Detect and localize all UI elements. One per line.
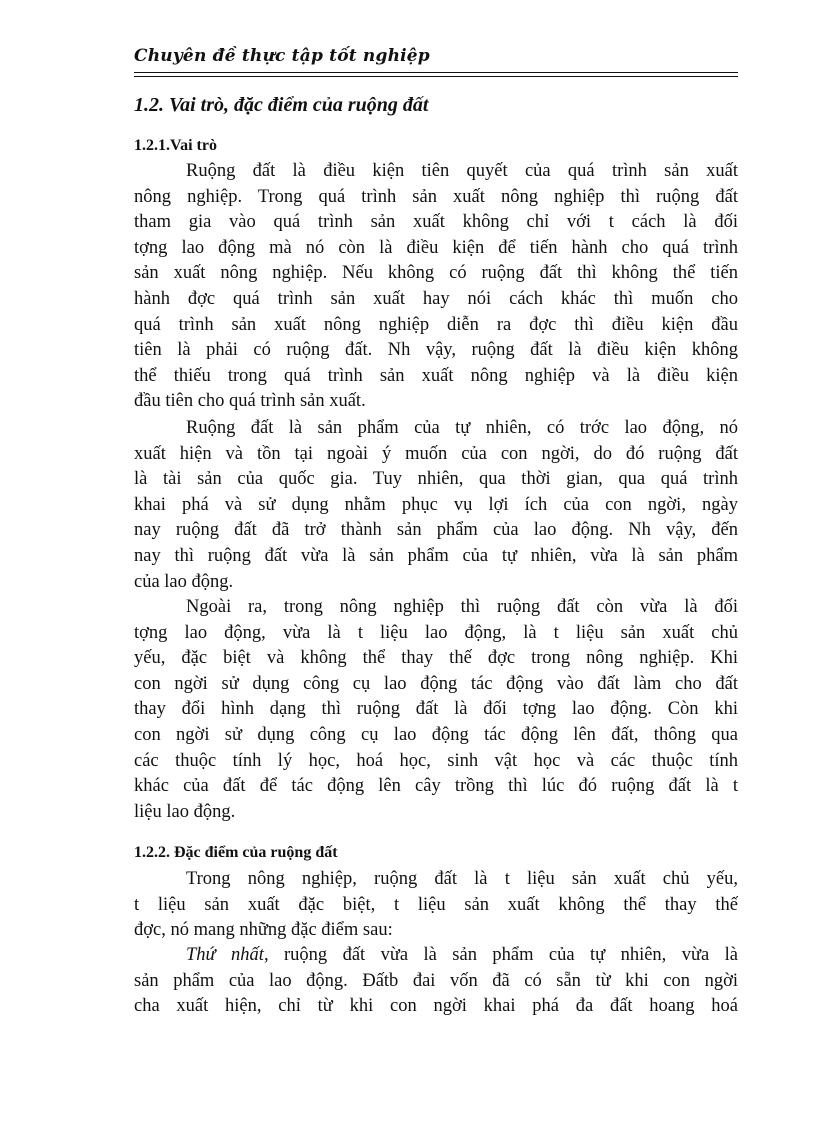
- paragraph-line: t liệu sản xuất đặc biệt, t liệu sản xuất không thể thay thế: [134, 894, 738, 915]
- paragraph-line: đợc, nó mang những đặc điểm sau:: [134, 920, 393, 941]
- paragraph-line: quá trình sản xuất nông nghiệp diễn ra đợc thì điều kiện đầu: [134, 314, 738, 335]
- paragraph-line: nay thì ruộng đất vừa là sản phẩm của tự nhiên, vừa là sản phẩm: [134, 545, 738, 566]
- paragraph-line: thay đổi hình dạng thì ruộng đất là đối tợng lao động. Còn khi: [134, 699, 738, 720]
- paragraph-line: tham gia vào quá trình sản xuất không chỉ với t cách là đối: [134, 212, 738, 233]
- paragraph-line: đầu tiên cho quá trình sản xuất.: [134, 391, 366, 412]
- subsection-heading-dac-diem: 1.2.2. Đặc điểm của ruộng đất: [134, 844, 338, 861]
- header-rule-bottom: [134, 76, 738, 77]
- paragraph-line: tợng lao động mà nó còn là điều kiện để tiến hành cho quá trình: [134, 237, 738, 258]
- paragraph-line: là tài sản của quốc gia. Tuy nhiên, qua thời gian, qua quá trình: [134, 469, 738, 490]
- subsection-heading-vai-tro: 1.2.1.Vai trò: [134, 137, 217, 154]
- paragraph-line: các thuộc tính lý học, hoá học, sinh vật học và các thuộc tính: [134, 750, 738, 771]
- paragraph-5: [134, 943, 738, 1020]
- paragraph-line: tợng lao động, vừa là t liệu lao động, là t liệu sản xuất chủ: [134, 622, 738, 643]
- paragraph-line: Ruộng đất là điều kiện tiên quyết của quá trình sản xuất: [186, 161, 738, 181]
- paragraph-line: Ruộng đất là sản phẩm của tự nhiên, có trớc lao động, nó: [186, 418, 738, 438]
- line-rest: , ruộng đất vừa là sản phẩm của tự nhiên, vừa là: [263, 945, 738, 965]
- paragraph-line: [134, 943, 738, 969]
- paragraph-line: nay ruộng đất đã trở thành sản phẩm của lao động. Nh vậy, đến: [134, 520, 738, 541]
- paragraph-line: nông nghiệp. Trong quá trình sản xuất nông nghiệp thì ruộng đất: [134, 186, 738, 207]
- paragraph-line: sản phẩm của lao động. Đấtb đai vốn đã có sẵn từ khi con ngời: [134, 970, 738, 991]
- paragraph-4: [134, 867, 738, 944]
- paragraph-line: con ngời sử dụng công cụ lao động tác động lên đất, thông qua: [134, 724, 738, 745]
- paragraph-line: con ngời sử dụng công cụ lao động tác động vào đất làm cho đất: [134, 673, 738, 694]
- paragraph-line: Ngoài ra, trong nông nghiệp thì ruộng đất còn vừa là đối: [186, 597, 738, 617]
- paragraph-line: hành đợc quá trình sản xuất hay nói cách khác thì muốn cho: [134, 288, 738, 309]
- paragraph-line: liệu lao động.: [134, 801, 236, 822]
- paragraph-3: [134, 595, 738, 825]
- paragraph-line: tiên là phải có ruộng đất. Nh vậy, ruộng đất là điều kiện không: [134, 340, 738, 361]
- paragraph-line: sản xuất nông nghiệp. Nếu không có ruộng đất thì không thể tiến: [134, 263, 738, 284]
- running-header: Chuyên đề thực tập tốt nghiệp: [134, 46, 430, 66]
- paragraph-line: cha xuất hiện, chỉ từ khi con ngời khai phá đa đất hoang hoá: [134, 996, 738, 1017]
- paragraph-line: Trong nông nghiệp, ruộng đất là t liệu sản xuất chủ yếu,: [186, 869, 738, 889]
- section-heading: 1.2. Vai trò, đặc điểm của ruộng đất: [134, 94, 429, 116]
- header-rule-top: [134, 72, 738, 73]
- paragraph-line: thể thiếu trong quá trình sản xuất nông nghiệp và là điều kiện: [134, 365, 738, 386]
- paragraph-line: yếu, đặc biệt và không thể thay thế đợc trong nông nghiệp. Khi: [134, 648, 738, 669]
- paragraph-2: [134, 416, 738, 595]
- paragraph-line: khác của đất để tác động lên cây trồng thì lúc đó ruộng đất là t: [134, 776, 738, 797]
- paragraph-line: xuất hiện và tồn tại ngoài ý muốn của con ngời, do đó ruộng đất: [134, 443, 738, 464]
- paragraph-line: khai phá và sử dụng nhằm phục vụ lợi ích của con ngời, ngày: [134, 494, 738, 515]
- paragraph-1: [134, 159, 738, 415]
- paragraph-line: của lao động.: [134, 571, 234, 592]
- italic-lead: Thứ nhất: [186, 945, 264, 965]
